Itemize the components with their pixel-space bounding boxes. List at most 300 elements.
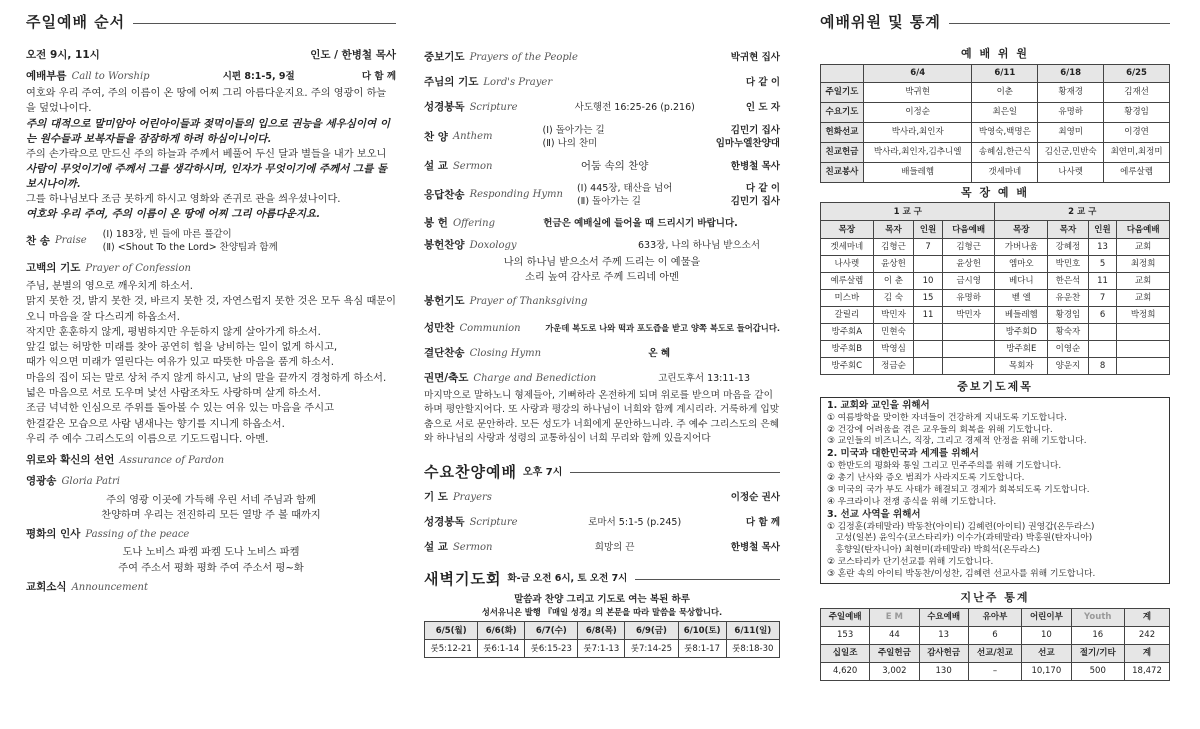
wed-prayer (424, 490, 780, 505)
prayer-item: ④ 우크라이나 전쟁 종식을 위해 기도합니다. (827, 496, 997, 507)
item-en: Offering (452, 217, 495, 229)
confession-line: 주님, 분별의 영으로 깨우치게 하소서. (26, 280, 194, 292)
communion (424, 321, 780, 336)
pastoral-cell: 강혜정 (1048, 239, 1089, 256)
item-ref: 시편 8:1-5, 9절 (222, 70, 295, 82)
item-en: Closing Hymn (469, 348, 542, 360)
praise-line-1: (Ⅰ) 183장, 빈 들에 마른 풀같이 (102, 228, 232, 240)
response-line-2: (Ⅱ) 돌아가는 길 (576, 196, 641, 208)
right-column (820, 0, 1170, 681)
dawn-day-cell: 6/6(화) (478, 622, 525, 640)
item-en: Prayer of Thanksgiving (469, 295, 588, 307)
committee-cell: 박귀현 (863, 82, 971, 102)
pastoral-cell: 최정희 (1117, 256, 1170, 273)
stats-row (821, 608, 1170, 626)
wed-sermon (424, 540, 780, 555)
pastoral-cell: 유명하 (942, 290, 995, 307)
pastoral-cell: 윤상헌 (873, 256, 914, 273)
committee-cell: 이경연 (1104, 122, 1170, 142)
committee-cell: 최영미 (1038, 122, 1104, 142)
dawn-day-cell: 6/7(수) (525, 622, 578, 640)
pastoral-cell: 나사렛 (821, 256, 874, 273)
stats-value-cell: 500 (1071, 662, 1125, 680)
item-en: Praise (54, 235, 87, 247)
committee-date: 6/25 (1104, 64, 1170, 82)
committee-row (821, 102, 1170, 122)
pastoral-cell: 교회 (1117, 273, 1170, 290)
stats-header-cell: 수요예배 (919, 608, 968, 626)
item-name: 찬 송 (26, 234, 50, 247)
item-name: 봉 헌 (424, 216, 448, 229)
item-name: 교회소식 (26, 580, 67, 593)
item-name: 중보기도 (424, 51, 465, 63)
item-ref: 로마서 5:1-5 (p.245) (588, 516, 682, 528)
service-leader: 인도 / 한병철 목사 (310, 49, 396, 61)
wed-scripture (424, 515, 780, 530)
doxology (424, 238, 780, 253)
pastoral-cell: 방주회D (995, 324, 1048, 341)
pastoral-cell: 방주회A (821, 324, 874, 341)
dawn-ref-cell: 룻8:18-30 (726, 640, 779, 658)
pastoral-cell: 13 (1088, 239, 1117, 256)
committee-cell: 이춘 (972, 82, 1038, 102)
item-who: 다 함 께 (361, 70, 396, 82)
confession-line: 우리 주 예수 그리스도의 이름으로 기도드립니다. 아멘. (26, 433, 269, 445)
prayer-item: ② 건강에 어려움을 겪은 교우들의 회복을 위해 기도합니다. (827, 424, 1053, 435)
pastoral-row (821, 256, 1170, 273)
response-who-2: 김민기 집사 (730, 196, 780, 208)
item-who: 한병철 목사 (730, 542, 780, 554)
item-name: 설 교 (424, 541, 448, 554)
stats-value-cell: 18,472 (1125, 662, 1170, 680)
gloria-line-2: 찬양하며 우리는 전진하리 모든 열방 주 볼 때까지 (101, 509, 321, 521)
item-who: 다 같 이 (745, 77, 780, 89)
dawn-ref-cell: 룻5:12-21 (425, 640, 478, 658)
dawn-header (424, 565, 780, 593)
pastoral-cell: 7 (914, 239, 943, 256)
item-name: 영광송 (26, 475, 57, 488)
pastoral-cell: 박민자 (942, 307, 995, 324)
stats-row (821, 644, 1170, 662)
prayer-section-heading: 3. 선교 사역을 위해서 (827, 508, 921, 520)
stats-value-cell: 16 (1071, 626, 1125, 644)
sermon-title: 어둠 속의 찬양 (580, 159, 649, 172)
dawn-time: 화-금 오전 6시, 토 오전 7시 (507, 573, 628, 585)
pastoral-cell (942, 324, 995, 341)
committee-cell: 배들레헴 (863, 162, 971, 182)
stats-value-cell: 3,002 (870, 662, 919, 680)
confession-line: 맑지 못한 것, 밝지 못한 것, 바르지 못한 것, 자연스럽지 못한 것은 모두 욕심 때문이오니 마음을 잘 다스리게 하옵소서. (26, 296, 396, 323)
committee-cell: 나사렛 (1038, 162, 1104, 182)
pastoral-cell: 이영순 (1048, 341, 1089, 358)
pastoral-cell: 벧 엘 (995, 290, 1048, 307)
dawn-ref-cell: 룻6:1-14 (478, 640, 525, 658)
benediction-text: 마지막으로 말하노니 형제들아, 기뻐하라 온전하게 되며 위로를 받으며 마음을 같이하며 평안할지어다. 또 사랑과 평강의 하나님이 너희와 함께 계시리라. 거룩하게 입맞춤으로 서로 문안하라. 모든 성도가 너희에게 문안하느니라. 주 예수 그리스도의 은혜와 하나님의 사랑과 성령의 교통하심이 너희 무리와 함께 있을지어다 (424, 390, 780, 444)
pastoral-col-header: 인원 (1088, 221, 1117, 239)
pastoral-col-header: 다음예배 (1117, 221, 1170, 239)
stats-value-cell: – (968, 662, 1022, 680)
dawn-day-cell: 6/11(일) (726, 622, 779, 640)
praise (26, 228, 396, 255)
pastoral-cell: 8 (1088, 358, 1117, 375)
pastoral-col-header: 목자 (1048, 221, 1089, 239)
prayer-section-heading: 2. 미국과 대한민국과 세계를 위해서 (827, 448, 979, 460)
pastoral-cell: 미스바 (821, 290, 874, 307)
stats-header-cell: 주일예배 (821, 608, 870, 626)
stats-header-cell: 계 (1125, 608, 1170, 626)
item-name: 응답찬송 (424, 188, 465, 201)
stats-header-cell: 절기/기타 (1071, 644, 1125, 662)
item-en: Sermon (452, 160, 493, 172)
dawn-day-cell: 6/8(목) (578, 622, 625, 640)
doxology-line-2: 소리 높여 감사로 주께 드리네 아멘 (525, 272, 679, 284)
service-time: 오전 9시, 11시 (26, 49, 100, 61)
item-name: 기 도 (424, 490, 448, 503)
benediction-ref: 고린도후서 13:11-13 (658, 373, 750, 385)
corner-cell (821, 64, 864, 82)
stats-header-cell: 선교/친교 (968, 644, 1022, 662)
stats-value-cell: 153 (821, 626, 870, 644)
item-en: Communion (459, 322, 521, 334)
committee-row (821, 122, 1170, 142)
dawn-ref-cell: 룻7:14-25 (625, 640, 678, 658)
wed-header (424, 458, 780, 488)
prayer-item: ① 김정훈(과테말라) 박동찬(아이티) 김혜련(아이티) 권영갑(온두라스) (827, 521, 1095, 532)
pastoral-cell (1117, 341, 1170, 358)
item-name: 성만찬 (424, 321, 455, 334)
stats-header-cell: E M (870, 608, 919, 626)
pastoral-col-header: 목자 (873, 221, 914, 239)
pastoral-cell: 목회자 (995, 358, 1048, 375)
confession-line: 한결같은 모습으로 사람 냄새나는 향기를 지니게 하옵소서. (26, 418, 285, 430)
pastoral-cell: 15 (914, 290, 943, 307)
committee-stats-title: 예배위원 및 통계 (820, 13, 941, 32)
middle-column (424, 46, 780, 658)
committee-label: 친교봉사 (821, 162, 864, 182)
committee-date: 6/4 (863, 64, 971, 82)
pastoral-cell: 김 숙 (873, 290, 914, 307)
committee-cell: 김재선 (1104, 82, 1170, 102)
call-lines (26, 86, 396, 222)
anthem-who-1: 김민기 집사 (730, 124, 780, 136)
stats-value-cell: 4,620 (821, 662, 870, 680)
committee-cell: 송혜심,한근식 (972, 142, 1038, 162)
committee-cell: 황재경 (1038, 82, 1104, 102)
call-line: 주의 손가락으로 만드신 주의 하늘과 주께서 베풀어 두신 달과 별들을 내가 보오니 (26, 148, 387, 160)
committee-cell: 박사라,최인자 (863, 122, 971, 142)
stats-table (820, 608, 1170, 681)
doxology-ref: 633장, 나의 하나님 받으소서 (638, 239, 760, 251)
item-en: Sermon (452, 542, 493, 554)
prayer-item: 고성(일본) 윤익수(코스타리카) 이수가(과테말라) 박홍원(탄자니아) (827, 533, 1093, 544)
item-en: Prayers of the People (469, 52, 578, 63)
item-name: 성경봉독 (424, 515, 465, 528)
committee-row (821, 82, 1170, 102)
prayer-section-heading: 1. 교회와 교인을 위해서 (827, 399, 930, 411)
offering (424, 216, 780, 231)
confession-line: 작지만 훈훈하지 않게, 평범하지만 우둔하지 않게 살아가게 하소서. (26, 326, 321, 338)
committee-label: 친교헌금 (821, 142, 864, 162)
prayers-of-people (424, 50, 780, 65)
confession-line: 넓은 마음으로 서로 도우며 낯선 사람조차도 사랑하며 살게 하소서. (26, 388, 321, 400)
item-name: 예배부름 (26, 69, 67, 82)
call-line: 사람이 무엇이기에 주께서 그를 생각하시며, 인자가 무엇이기에 주께서 그를 돌보시나이까. (26, 162, 388, 190)
pastoral-cell: 양운지 (1048, 358, 1089, 375)
item-ref: 희망의 끈 (594, 542, 635, 554)
pastoral-cell: 교회 (1117, 239, 1170, 256)
item-en: Prayers (452, 491, 492, 503)
committee-row (821, 142, 1170, 162)
gloria (26, 474, 396, 489)
prayer-item: ① 여름방학을 맞이한 자녀들이 건강하게 지내도록 기도합니다. (827, 412, 1067, 423)
pastoral-cell: 베다니 (995, 273, 1048, 290)
item-en: Gloria Patri (61, 476, 121, 488)
pastoral-cell: 엠마오 (995, 256, 1048, 273)
pastoral-cell: 11 (1088, 273, 1117, 290)
pastoral-cell: 가버나움 (995, 239, 1048, 256)
item-en: Call to Worship (71, 70, 150, 82)
pastoral-cell: 황숙자 (1048, 324, 1089, 341)
item-en: Responding Hymn (469, 189, 563, 201)
committee-label: 헌화선교 (821, 122, 864, 142)
committee-cell: 최연미,최정미 (1104, 142, 1170, 162)
pastoral-row (821, 341, 1170, 358)
pastoral-cell: 금시영 (942, 273, 995, 290)
scripture (424, 100, 780, 115)
item-en: Charge and Benediction (473, 373, 597, 385)
prayer-item: ③ 혼란 속의 아이티 박동찬/이성찬, 김혜련 선교사를 위해 기도합니다. (827, 569, 1096, 580)
pastoral-cell (942, 358, 995, 375)
offering-note: 헌금은 예배실에 들어올 때 드리시기 바랍니다. (543, 217, 738, 229)
item-en: Scripture (469, 516, 518, 528)
announcement (26, 580, 396, 595)
pastoral-col-header: 인원 (914, 221, 943, 239)
committee-title: 예 배 위 원 (961, 47, 1029, 60)
committee-cell: 에루살렘 (1104, 162, 1170, 182)
dawn-line-2: 성서유니온 발행 『매일 성경』의 본문을 따라 말씀을 묵상합니다. (481, 606, 723, 617)
committee-label: 수요기도 (821, 102, 864, 122)
pastoral-cell (914, 256, 943, 273)
stats-header-cell: 감사헌금 (919, 644, 968, 662)
confession-lines (26, 279, 396, 447)
pastoral-cell (914, 324, 943, 341)
committee-date: 6/18 (1038, 64, 1104, 82)
district-1-header: 1 교 구 (821, 203, 995, 221)
response-who-1: 다 같 이 (745, 182, 780, 194)
sermon (424, 159, 780, 174)
dawn-ref-cell: 룻7:1-13 (578, 640, 625, 658)
item-who: 이정순 권사 (730, 491, 780, 503)
prayer-item: 홍향일(탄자니아) 최현미(과테말라) 박희석(온두라스) (827, 545, 1041, 556)
stats-value-cell: 10,170 (1022, 662, 1071, 680)
pastoral-cell: 황경임 (1048, 307, 1089, 324)
call-line: 여호와 우리 주여, 주의 이름이 온 땅에 어찌 그리 아름다운지요. (26, 207, 320, 220)
pastoral-row (821, 324, 1170, 341)
pastoral-cell: 김형근 (942, 239, 995, 256)
committee-cell: 박사라,최인자,김추니엘 (863, 142, 971, 162)
gloria-line-1: 주의 영광 이곳에 가득해 우린 서네 주님과 함께 (106, 494, 316, 506)
committee-date: 6/11 (972, 64, 1038, 82)
stats-header-cell: 계 (1125, 644, 1170, 662)
item-en: Prayer of Confession (85, 262, 191, 274)
item-name: 봉헌기도 (424, 294, 465, 307)
anthem (424, 124, 780, 151)
pastoral-cell: 베들레헴 (995, 307, 1048, 324)
last-week-stats-title: 지난주 통계 (960, 590, 1030, 604)
item-who: 인 도 자 (745, 102, 780, 114)
confession (26, 261, 396, 276)
stats-header-cell: 선교 (1022, 644, 1071, 662)
confession-line: 마음의 집이 되는 말로 상처 주지 않게 하시고, 남의 말을 끝까지 경청하게 하소서. (26, 372, 387, 384)
pastoral-cell (1117, 358, 1170, 375)
pastoral-cell: 갈릴리 (821, 307, 874, 324)
anthem-line-1: (Ⅰ) 돌아가는 길 (542, 124, 605, 136)
item-ref: 사도행전 16:25-26 (p.216) (574, 102, 695, 114)
item-name: 성경봉독 (424, 101, 465, 114)
committee-label: 주일기도 (821, 82, 864, 102)
item-en: Passing of the peace (85, 529, 190, 541)
praise-line-2: (Ⅱ) <Shout To the Lord> 찬양팀과 함께 (102, 242, 278, 254)
service-time-row (26, 48, 396, 63)
committee-cell: 박영숙,백명은 (972, 122, 1038, 142)
peace (26, 527, 396, 542)
stats-value-cell: 44 (870, 626, 919, 644)
pastoral-cell: 윤상헌 (942, 256, 995, 273)
pastoral-cell: 박민자 (873, 307, 914, 324)
item-en: Lord's Prayer (483, 77, 553, 89)
pastoral-cell (942, 341, 995, 358)
item-name: 설 교 (424, 159, 448, 172)
pastoral-cell (1088, 341, 1117, 358)
pastoral-cell: 5 (1088, 256, 1117, 273)
pastoral-cell (914, 358, 943, 375)
dawn-day-cell: 6/9(금) (625, 622, 678, 640)
item-name: 봉헌찬양 (424, 238, 465, 251)
order-title: 주일예배 순서 (26, 13, 126, 32)
anthem-line-2: (Ⅱ) 나의 찬미 (542, 138, 598, 150)
item-en: Doxology (469, 239, 517, 251)
dawn-day-cell: 6/10(토) (678, 622, 726, 640)
pastoral-cell: 겟세마네 (821, 239, 874, 256)
stats-value-cell: 10 (1022, 626, 1071, 644)
peace-line-1: 도나 노비스 파켐 파켐 도나 노비스 파켐 (122, 547, 300, 559)
item-name: 위로와 확신의 선언 (26, 454, 115, 467)
dawn-title: 새벽기도회 (424, 569, 502, 588)
thanksgiving (424, 294, 780, 309)
wed-time: 오후 7시 (522, 466, 563, 478)
prayer-title: 중보기도제목 (957, 380, 1033, 394)
committee-cell: 김신군,민반숙 (1038, 142, 1104, 162)
committee-cell: 갯세마네 (972, 162, 1038, 182)
stats-header-cell: 유아부 (968, 608, 1022, 626)
pastoral-cell: 박정희 (1117, 307, 1170, 324)
pastoral-col-header: 목장 (821, 221, 874, 239)
pastoral-cell: 예루살렘 (821, 273, 874, 290)
prayer-item: ③ 미국의 국가 부도 사태가 해결되고 경제가 회복되도록 기도합니다. (827, 484, 1090, 495)
committee-cell: 이정순 (863, 102, 971, 122)
response-line-1: (Ⅰ) 445장, 태산을 넘어 (576, 182, 673, 194)
item-en: Announcement (71, 581, 148, 593)
wed-title: 수요찬양예배 (424, 463, 517, 481)
left-column (26, 0, 396, 595)
pastoral-cell: 박민호 (1048, 256, 1089, 273)
item-name: 평화의 인사 (26, 528, 81, 541)
stats-header-cell: Youth (1071, 608, 1125, 626)
pastoral-cell: 교회 (1117, 290, 1170, 307)
pastoral-title: 목 장 예 배 (961, 185, 1029, 199)
item-name: 권면/축도 (424, 372, 469, 385)
confession-line: 때가 익으면 미래가 열린다는 여유가 있고 따뜻한 마음을 품게 하소서. (26, 357, 334, 369)
pastoral-cell: 민현숙 (873, 324, 914, 341)
prayer-item: ② 총기 난사와 증오 범죄가 사라지도록 기도합니다. (827, 473, 1025, 484)
pastoral-row (821, 273, 1170, 290)
confession-line: 조금 넉넉한 인심으로 주위를 돌아볼 수 있는 여유 있는 마음을 주시고 (26, 403, 334, 415)
order-header (26, 0, 396, 46)
peace-line-2: 주여 주소서 평화 평화 주여 주소서 평~화 (118, 562, 304, 574)
item-name: 찬 양 (424, 130, 448, 143)
committee-row (821, 162, 1170, 182)
committee-cell: 유명하 (1038, 102, 1104, 122)
stats-value-cell: 13 (919, 626, 968, 644)
lords-prayer (424, 75, 780, 90)
dawn-ref-cell: 룻6:15-23 (525, 640, 578, 658)
pastoral-row (821, 290, 1170, 307)
pastoral-cell: 방주회C (821, 358, 874, 375)
call-line: 여호와 우리 주여, 주의 이름이 온 땅에 어찌 그리 아름다운지요. 주의 영광이 하늘을 덮었나이다. (26, 88, 387, 115)
stats-row (821, 662, 1170, 680)
item-name: 결단찬송 (424, 347, 465, 360)
committee-table (820, 64, 1170, 183)
pastoral-row (821, 239, 1170, 256)
pastoral-table (820, 202, 1170, 375)
responding-hymn (424, 182, 780, 209)
item-who: 다 함 께 (745, 516, 780, 528)
committee-cell: 황경임 (1104, 102, 1170, 122)
dawn-table (424, 621, 780, 658)
prayer-box (820, 397, 1170, 584)
item-en: Assurance of Pardon (119, 455, 225, 467)
pastoral-cell: 박영심 (873, 341, 914, 358)
pastoral-col-header: 다음예배 (942, 221, 995, 239)
stats-value-cell: 6 (968, 626, 1022, 644)
pastoral-cell: 7 (1088, 290, 1117, 307)
confession-line: 앞길 없는 허망한 미래를 찾아 공연히 힘을 낭비하는 일이 없게 하시고, (26, 342, 338, 354)
assurance (26, 453, 396, 468)
dawn-ref-cell: 룻8:1-17 (678, 640, 726, 658)
dawn-line-1: 말씀과 찬양 그리고 기도로 여는 복된 하루 (514, 594, 690, 606)
stats-value-cell: 242 (1125, 626, 1170, 644)
pastoral-cell: 방주회B (821, 341, 874, 358)
pastoral-col-header: 목장 (995, 221, 1048, 239)
pastoral-cell: 11 (914, 307, 943, 324)
item-who: 박귀현 집사 (730, 52, 780, 63)
pastoral-cell: 이 춘 (873, 273, 914, 290)
anthem-who-2: 임마누엘찬양대 (715, 138, 780, 150)
committee-cell: 최은일 (972, 102, 1038, 122)
call-to-worship (26, 69, 396, 84)
pastoral-cell (914, 341, 943, 358)
item-name: 고백의 기도 (26, 261, 81, 274)
item-name: 주님의 기도 (424, 76, 479, 89)
item-en: Anthem (452, 130, 493, 142)
call-line: 그를 하나님보다 조금 못하게 하시고 영화와 존귀로 관을 씌우셨나이다. (26, 193, 341, 205)
communion-note: 가운데 복도로 나와 떡과 포도즙을 받고 양쪽 복도로 들어갑니다. (545, 322, 780, 333)
closing-hymn-title: 온 혜 (648, 348, 670, 360)
prayer-item: ② 코스타리카 단기선교를 위해 기도합니다. (827, 557, 994, 568)
pastoral-cell: 6 (1088, 307, 1117, 324)
pastoral-row (821, 358, 1170, 375)
pastoral-cell: 정금순 (873, 358, 914, 375)
